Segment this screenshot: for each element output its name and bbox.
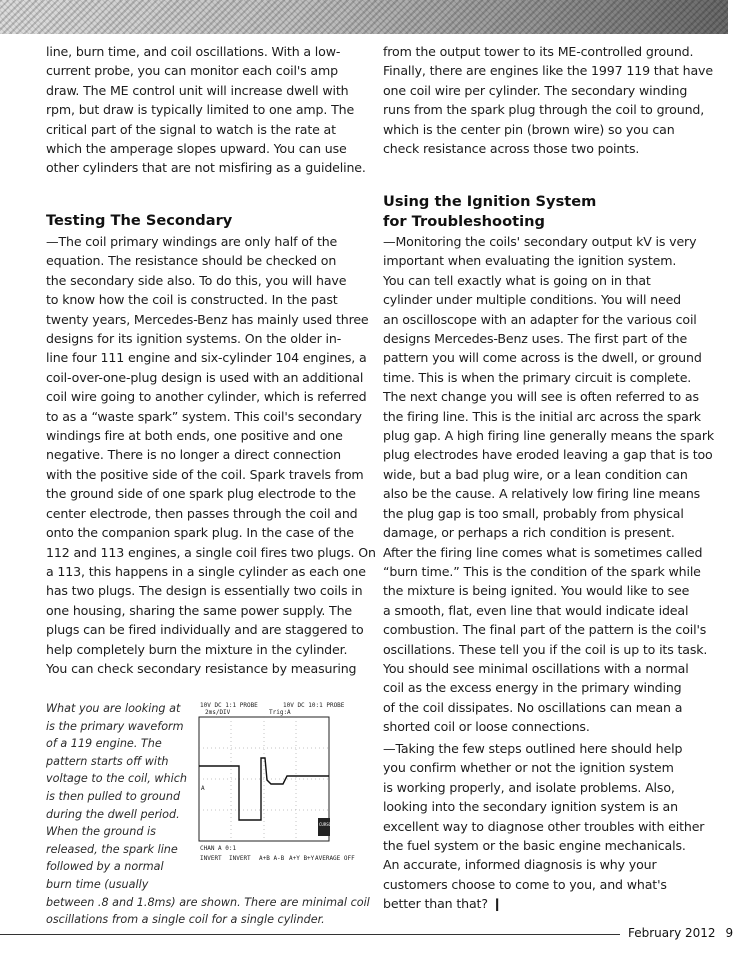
text-line: check resistance across those two points. bbox=[383, 141, 640, 157]
scope-cursor-box bbox=[318, 818, 330, 836]
page-number: 9 bbox=[725, 926, 733, 940]
left-intro-paragraph bbox=[46, 42, 366, 178]
text-line: coil-over-one-plug design is used with an additional bbox=[46, 369, 364, 385]
text-line: with the positive side of the coil. Spark travels from bbox=[46, 466, 364, 482]
text-line: one coil wire per cylinder. The secondary winding bbox=[383, 82, 688, 98]
scope-button-label: A+Y B+Y bbox=[289, 855, 315, 862]
text-line: equation. The resistance should be checked on bbox=[46, 253, 337, 269]
text-line: cylinder under multiple conditions. You will need bbox=[383, 292, 682, 308]
text-line: the plug gap is too small, probably from physical bbox=[383, 505, 684, 521]
text-line: twenty years, Mercedes-Benz has mainly used three bbox=[46, 311, 369, 327]
caption-line: voltage to the coil, which bbox=[46, 772, 187, 786]
text-line: coil as the excess energy in the primary winding bbox=[383, 680, 682, 696]
troubleshooting-body bbox=[383, 232, 714, 737]
decorative-header-band bbox=[0, 0, 728, 34]
text-line: current probe, you can monitor each coil's amp bbox=[46, 63, 338, 79]
text-line: of the coil dissipates. No oscillations can mean a bbox=[383, 699, 683, 715]
text-line: which is the center pin (brown wire) so you can bbox=[383, 121, 675, 137]
text-line: draw. The ME control unit will increase dwell with bbox=[46, 82, 349, 98]
caption-line: between .8 and 1.8ms) are shown. There are minimal coil bbox=[46, 895, 370, 909]
text-line: rpm, but draw is typically limited to one amp. The bbox=[46, 102, 355, 118]
text-line: customers choose to come to you, and what's bbox=[383, 876, 667, 892]
text-line: line, burn time, and coil oscillations. With a low- bbox=[46, 44, 341, 59]
text-line: pattern you will come across is the dwell, or ground bbox=[383, 350, 702, 366]
text-line: plugs can be fired individually and are staggered to bbox=[46, 622, 364, 638]
section-heading-testing-secondary: Testing The Secondary bbox=[46, 212, 233, 229]
text-line: coil wire going to another cylinder, which is referred bbox=[46, 389, 367, 405]
caption-line: is the primary waveform bbox=[46, 719, 184, 733]
text-line: After the firing line comes what is sometimes called bbox=[383, 544, 703, 560]
text-line: the ground side of one spark plug electrode to the bbox=[46, 486, 356, 502]
text-line: “burn time.” This is the condition of the spark while bbox=[383, 563, 701, 579]
waveform-svg bbox=[197, 700, 357, 875]
scope-trigger: Trig:A bbox=[269, 709, 291, 716]
text-line: oscillations. These tell you if the coil is up to its task. bbox=[383, 641, 708, 657]
right-intro-paragraph bbox=[383, 42, 713, 158]
text-line: a smooth, flat, even line that would indicate ideal bbox=[383, 602, 689, 618]
text-line: —Monitoring the coils' secondary output kV is very bbox=[383, 234, 697, 249]
oscilloscope-waveform-figure bbox=[197, 700, 357, 875]
caption-line: What you are looking at bbox=[46, 702, 181, 715]
text-line: other cylinders that are not misfiring as a guideline. bbox=[46, 160, 366, 176]
text-line: damage, or perhaps a rich condition is present. bbox=[383, 525, 675, 541]
closing-paragraph bbox=[383, 739, 703, 914]
section-heading-troubleshooting-1: Using the Ignition System bbox=[383, 193, 597, 210]
text-line: the secondary side also. To do this, you will have bbox=[46, 272, 347, 288]
text-line: plug electrodes have eroded leaving a gap that is too bbox=[383, 447, 713, 463]
text-line: excellent way to diagnose other troubles with either bbox=[383, 818, 705, 834]
text-line: to know how the coil is constructed. In the past bbox=[46, 292, 338, 308]
scope-button-label: INVERT bbox=[200, 855, 222, 862]
issue-date: February 2012 bbox=[628, 926, 716, 940]
testing-secondary-body bbox=[46, 232, 376, 678]
text-line: plug gap. A high firing line generally means the spark bbox=[383, 428, 714, 444]
caption-line: followed by a normal bbox=[46, 860, 164, 874]
text-line: critical part of the signal to watch is the rate at bbox=[46, 121, 336, 137]
text-line: line four 111 engine and six-cylinder 104 engines, a bbox=[46, 350, 367, 366]
text-line: 112 and 113 engines, a single coil fires two plugs. On bbox=[46, 544, 376, 560]
caption-line: during the dwell period. bbox=[46, 807, 180, 821]
text-line: You can tell exactly what is going on in that bbox=[383, 272, 651, 288]
text-line: combustion. The final part of the pattern is the coil's bbox=[383, 622, 707, 638]
scope-button-label: AVERAGE OFF bbox=[315, 855, 355, 862]
text-line: looking into the secondary ignition system is an bbox=[383, 799, 678, 815]
scope-header-a: 10V DC 1:1 PROBE bbox=[200, 702, 258, 709]
scope-button-label: A+B A-B bbox=[259, 855, 285, 862]
text-line: The next change you will see is often referred to as bbox=[383, 389, 699, 405]
text-line: negative. There is no longer a direct connection bbox=[46, 447, 341, 463]
caption-line: When the ground is bbox=[46, 825, 156, 839]
text-line: You can check secondary resistance by measuring bbox=[46, 660, 357, 676]
text-line: better than that? ❙ bbox=[383, 896, 503, 912]
text-line: —The coil primary windings are only half of the bbox=[46, 234, 338, 249]
text-line: time. This is when the primary circuit is complete. bbox=[383, 369, 692, 385]
section-heading-troubleshooting-2: for Troubleshooting bbox=[383, 213, 545, 230]
text-line: important when evaluating the ignition system. bbox=[383, 253, 677, 269]
caption-line: released, the spark line bbox=[46, 842, 178, 856]
text-line: a 113, this happens in a single cylinder as each one bbox=[46, 563, 366, 579]
text-line: Finally, there are engines like the 1997 119 that have bbox=[383, 63, 713, 79]
scope-side-label: A bbox=[201, 785, 205, 792]
text-line: the mixture is being ignited. You would like to see bbox=[383, 583, 690, 599]
text-line: shorted coil or loose connections. bbox=[383, 719, 590, 735]
page-footer bbox=[628, 926, 733, 940]
text-line: center electrode, then passes through the coil and bbox=[46, 505, 358, 521]
footer-rule bbox=[0, 934, 620, 935]
text-line: one housing, sharing the same power supply. The bbox=[46, 602, 353, 618]
scope-timebase: 2ms/DIV bbox=[205, 709, 231, 716]
caption-line: of a 119 engine. The bbox=[46, 737, 162, 751]
scope-header-b: 10V DC 10:1 PROBE bbox=[283, 702, 345, 709]
caption-line: pattern starts off with bbox=[46, 754, 169, 768]
text-line: an oscilloscope with an adapter for the various coil bbox=[383, 311, 697, 327]
text-line: runs from the spark plug through the coil to ground, bbox=[383, 102, 705, 118]
text-line: designs Mercedes-Benz uses. The first part of the bbox=[383, 331, 688, 347]
text-line: An accurate, informed diagnosis is why your bbox=[383, 857, 657, 873]
text-line: has two plugs. The design is essentially two coils in bbox=[46, 583, 363, 599]
text-line: help completely burn the mixture in the cylinder. bbox=[46, 641, 348, 657]
scope-channel: CHAN A 0:1 bbox=[200, 845, 237, 852]
text-line: you confirm whether or not the ignition system bbox=[383, 760, 674, 776]
text-line: designs for its ignition systems. On the older in- bbox=[46, 331, 342, 347]
text-line: which the amperage slopes upward. You can use bbox=[46, 141, 347, 157]
caption-line: burn time (usually bbox=[46, 877, 149, 891]
text-line: wide, but a bad plug wire, or a lean condition can bbox=[383, 466, 688, 482]
caption-line: oscillations from a single coil for a single cylinder. bbox=[46, 913, 325, 927]
text-line: the firing line. This is the initial arc across the spark bbox=[383, 408, 701, 424]
scope-box-label: CURSORS bbox=[319, 822, 336, 827]
text-line: You should see minimal oscillations with a normal bbox=[383, 660, 689, 676]
caption-line: is then pulled to ground bbox=[46, 789, 181, 803]
text-line: from the output tower to its ME-controlled ground. bbox=[383, 44, 694, 59]
text-line: —Taking the few steps outlined here should help bbox=[383, 741, 683, 756]
text-line: also be the cause. A relatively low firing line means bbox=[383, 486, 701, 502]
text-line: to as a “waste spark” system. This coil's secondary bbox=[46, 408, 362, 424]
scope-button-label: INVERT bbox=[229, 855, 251, 862]
text-line: is working properly, and isolate problems. Also, bbox=[383, 779, 675, 795]
text-line: onto the companion spark plug. In the case of the bbox=[46, 525, 354, 541]
text-line: the fuel system or the basic engine mechanicals. bbox=[383, 838, 686, 854]
text-line: windings fire at both ends, one positive and one bbox=[46, 428, 343, 444]
